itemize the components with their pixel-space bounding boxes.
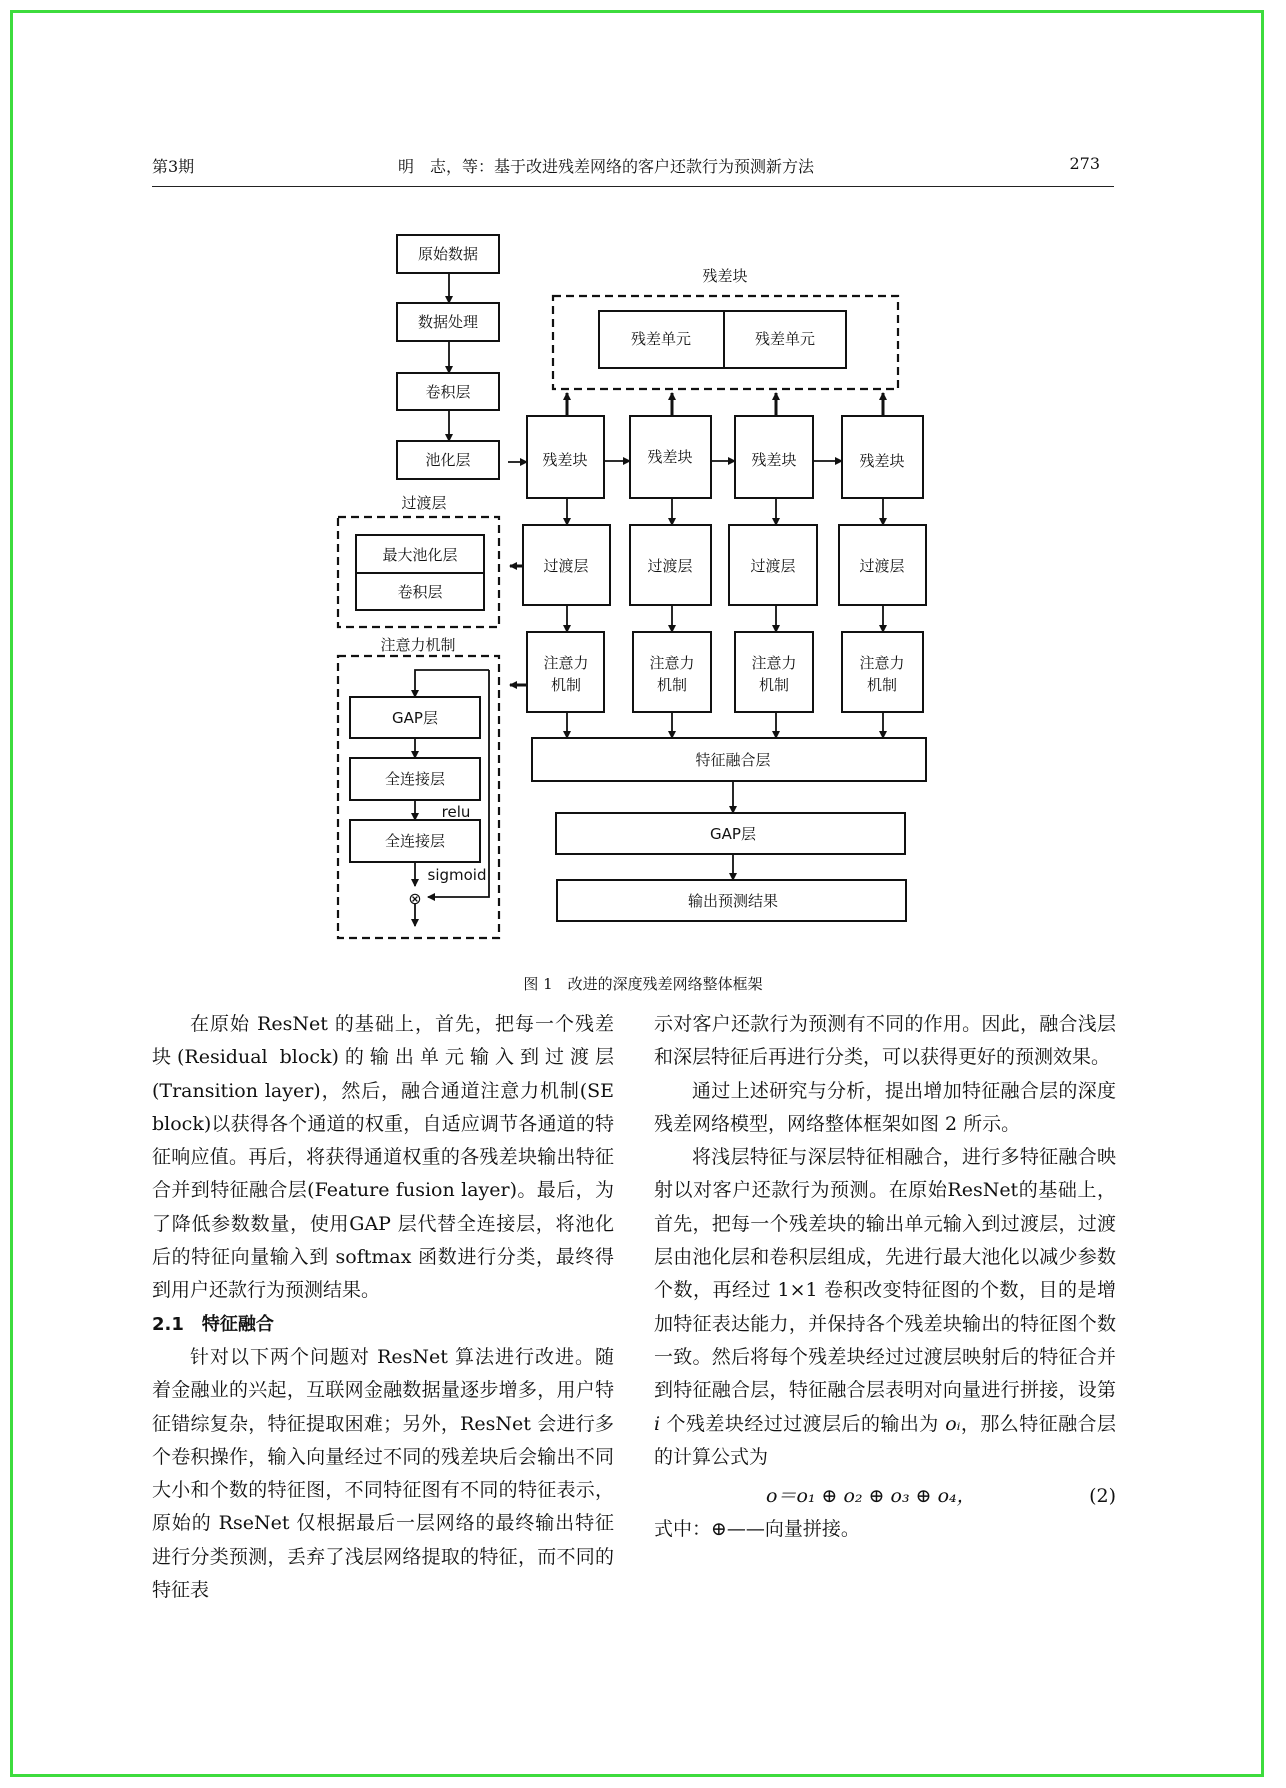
node-attention-3-line1: 注意力: [751, 654, 797, 672]
running-title: 明 志，等：基于改进残差网络的客户还款行为预测新方法: [398, 157, 815, 176]
right-paragraph-3-part-a: 将浅层特征与深层特征相融合，进行多特征融合映射以对客户还款行为预测。在原始ResNet的基础上，首先，把每一个残差块的输出单元输入到过渡层，过渡层由池化层和卷积层组成，先进行最大池化以减少参数个数，再经过 1×1 卷积改变特征图的个数，目的是增加特征表达能力，并保持各个残差块输出的特征图个数一致。然后将每个残差块经过过渡层映射后的特征合并到特征融合层，特征融合层表明对向量进行拼接，设第: [654, 1146, 1116, 1402]
multiply-icon: ⊗: [408, 889, 422, 908]
right-paragraph-2: 通过上述研究与分析，提出增加特征融合层的深度残差网络模型，网络整体框架如图 2 所示。: [654, 1079, 1116, 1135]
node-attention-3-line2: 机制: [758, 676, 790, 694]
node-conv-inner: 卷积层: [397, 583, 443, 601]
right-paragraph-1: 示对客户还款行为预测有不同的作用。因此，融合浅层和深层特征后再进行分类，可以获得更好的预测效果。: [654, 1013, 1116, 1069]
label-sigmoid: sigmoid: [427, 866, 487, 884]
equation-row: [654, 1480, 1116, 1513]
issue-number: 第3期: [152, 157, 195, 176]
node-max-pool: 最大池化层: [382, 546, 458, 564]
right-paragraph-3-part-c: ，那么特征融合层的计算公式为: [654, 1412, 1116, 1468]
equation: o＝o₁ ⊕ o₂ ⊕ o₃ ⊕ o₄，: [766, 1485, 976, 1508]
node-attention-1-line2: 机制: [550, 676, 582, 694]
right-paragraph-3: [654, 1141, 1116, 1474]
left-paragraph-2: 针对以下两个问题对 ResNet 算法进行改进。随着金融业的兴起，互联网金融数据量逐步增多，用户特征错综复杂，特征提取困难；另外，ResNet 会进行多个卷积操作，输入向量经过不同的残差块后会输出不同大小和个数的特征图，不同特征图有不同的特征表示，原始的 RseNet 仅根据最后一层网络的最终输出特征进行分类预测，丢弃了浅层网络提取的特征，而不同的特征表: [152, 1345, 614, 1602]
group-title-residual: 残差块: [702, 267, 748, 285]
node-transition-2: 过渡层: [647, 557, 693, 575]
node-output: 输出预测结果: [687, 892, 779, 910]
node-residual-block-3: 残差块: [751, 451, 797, 469]
node-attention-2-line1: 注意力: [649, 654, 695, 672]
node-pool: 池化层: [425, 451, 471, 469]
section-heading: 2.1 特征融合: [152, 1313, 274, 1335]
equation-number: (2): [1089, 1485, 1116, 1508]
node-feature-fusion: 特征融合层: [695, 751, 771, 769]
equation-where: 式中：⊕——向量拼接。: [654, 1518, 860, 1541]
right-column: [654, 1008, 1116, 1547]
node-raw-data: 原始数据: [417, 245, 479, 263]
node-residual-unit-1: 残差单元: [630, 330, 692, 348]
node-transition-1: 过渡层: [543, 557, 589, 575]
node-attention-1-line1: 注意力: [543, 654, 589, 672]
variable-o-i: oᵢ: [945, 1412, 961, 1435]
variable-i: i: [654, 1412, 661, 1435]
left-paragraph-1: 在原始 ResNet 的基础上，首先，把每一个残差块(Residual block)的输出单元输入到过渡层(Transition layer)，然后，融合通道注意力机制(SE block)以获得各个通道的权重，自适应调节各通道的特征响应值。再后，将获得通道权重的各残差块输出特征合并到特征融合层(Feature fusion layer)。最后，为了降低参数数量，使用GAP 层代替全连接层，将池化后的特征向量输入到 softmax 函数进行分类，最终得到用户还款行为预测结果。: [152, 1013, 614, 1302]
node-transition-4: 过渡层: [859, 557, 905, 575]
node-residual-block-4: 残差块: [859, 452, 905, 470]
node-conv: 卷积层: [425, 383, 471, 401]
left-column: [152, 1008, 614, 1607]
node-gap: GAP层: [710, 825, 756, 843]
group-title-attention: 注意力机制: [380, 636, 456, 654]
node-residual-block-1: 残差块: [542, 451, 588, 469]
group-title-transition: 过渡层: [401, 494, 447, 512]
node-attention-4-line2: 机制: [866, 676, 898, 694]
node-residual-unit-2: 残差单元: [754, 330, 816, 348]
label-relu: relu: [441, 803, 471, 821]
right-paragraph-3-part-b: 个残差块经过过渡层后的输出为: [660, 1412, 946, 1435]
figure-caption: 图 1 改进的深度残差网络整体框架: [523, 975, 763, 993]
node-transition-3: 过渡层: [750, 557, 796, 575]
node-fc-2: 全连接层: [384, 832, 446, 850]
node-residual-block-2: 残差块: [647, 448, 693, 466]
node-attention-2-line2: 机制: [656, 676, 688, 694]
page-number: 273: [1069, 154, 1100, 173]
node-attention-4-line1: 注意力: [859, 654, 905, 672]
node-fc-1: 全连接层: [384, 770, 446, 788]
node-data-processing: 数据处理: [417, 313, 479, 331]
node-gap-inner: GAP层: [392, 709, 438, 727]
